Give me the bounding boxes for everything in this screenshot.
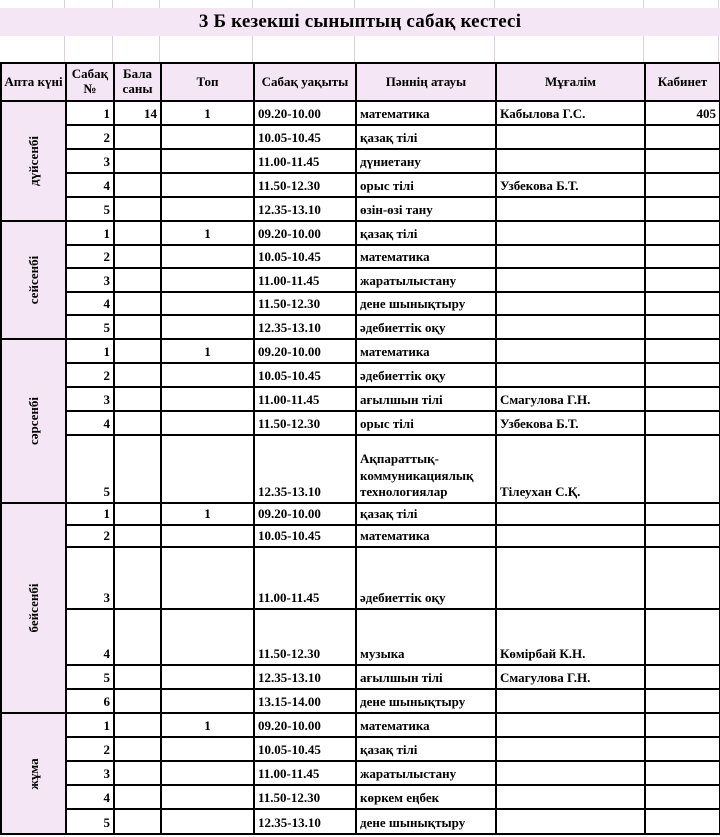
num-cell: 1 xyxy=(66,221,114,245)
num-cell: 2 xyxy=(66,363,114,387)
group-cell xyxy=(161,149,254,173)
room-cell xyxy=(645,315,720,339)
time-cell: 10.05-10.45 xyxy=(254,125,356,149)
header-row xyxy=(1,63,720,101)
num-cell: 3 xyxy=(66,547,114,609)
lesson-row xyxy=(1,387,720,411)
count-cell xyxy=(114,268,161,292)
num-cell: 1 xyxy=(66,339,114,363)
subject-cell: қазақ тілі xyxy=(356,125,496,149)
time-cell: 12.35-13.10 xyxy=(254,435,356,503)
group-cell xyxy=(161,315,254,339)
room-cell xyxy=(645,245,720,268)
day-cell-сәрсенбі xyxy=(1,339,66,503)
lesson-row xyxy=(1,547,720,609)
header-day: Апта күні xyxy=(1,63,66,101)
gridline-cell xyxy=(355,36,495,62)
time-cell: 12.35-13.10 xyxy=(254,197,356,221)
gridline-cell xyxy=(65,36,113,62)
teacher-cell xyxy=(496,339,645,363)
count-cell xyxy=(114,761,161,785)
header-teacher: Мұғалім xyxy=(496,63,645,101)
num-cell: 2 xyxy=(66,245,114,268)
teacher-cell xyxy=(496,809,645,834)
lesson-row xyxy=(1,689,720,713)
time-cell: 10.05-10.45 xyxy=(254,737,356,761)
count-cell xyxy=(114,292,161,315)
lesson-row xyxy=(1,125,720,149)
subject-cell: математика xyxy=(356,245,496,268)
lesson-row xyxy=(1,411,720,435)
group-cell: 1 xyxy=(161,503,254,525)
group-cell xyxy=(161,363,254,387)
num-cell: 1 xyxy=(66,503,114,525)
lesson-row xyxy=(1,149,720,173)
subject-cell: математика xyxy=(356,339,496,363)
lesson-row xyxy=(1,292,720,315)
subject-cell: ағылшын тілі xyxy=(356,665,496,689)
spreadsheet-gridline-strip-top xyxy=(0,0,720,8)
lesson-row xyxy=(1,785,720,809)
group-cell: 1 xyxy=(161,339,254,363)
subject-cell: дене шынықтыру xyxy=(356,292,496,315)
subject-cell: жаратылыстану xyxy=(356,268,496,292)
day-cell-жұма xyxy=(1,713,66,834)
subject-cell: дене шынықтыру xyxy=(356,689,496,713)
teacher-cell xyxy=(496,713,645,737)
num-cell: 4 xyxy=(66,292,114,315)
gridline-cell xyxy=(253,36,355,62)
subject-cell: қазақ тілі xyxy=(356,737,496,761)
teacher-cell xyxy=(496,737,645,761)
subject-cell: әдебиеттік оқу xyxy=(356,315,496,339)
day-cell-сейсенбі xyxy=(1,221,66,339)
day-label: бейсенбі xyxy=(25,583,41,633)
day-label: дүйсенбі xyxy=(25,136,41,186)
lesson-row xyxy=(1,268,720,292)
group-cell xyxy=(161,809,254,834)
group-cell: 1 xyxy=(161,221,254,245)
lesson-row xyxy=(1,525,720,547)
lesson-row xyxy=(1,101,720,125)
group-cell xyxy=(161,737,254,761)
count-cell xyxy=(114,525,161,547)
teacher-cell: Узбекова Б.Т. xyxy=(496,173,645,197)
time-cell: 10.05-10.45 xyxy=(254,245,356,268)
num-cell: 4 xyxy=(66,411,114,435)
subject-cell: көркем еңбек xyxy=(356,785,496,809)
num-cell: 2 xyxy=(66,737,114,761)
room-cell xyxy=(645,125,720,149)
count-cell xyxy=(114,809,161,834)
time-cell: 11.50-12.30 xyxy=(254,173,356,197)
num-cell: 5 xyxy=(66,435,114,503)
gridline-cell xyxy=(113,0,160,8)
num-cell: 5 xyxy=(66,197,114,221)
time-cell: 10.05-10.45 xyxy=(254,525,356,547)
subject-cell: математика xyxy=(356,525,496,547)
title-band xyxy=(0,8,720,36)
room-cell xyxy=(645,221,720,245)
subject-cell: қазақ тілі xyxy=(356,503,496,525)
header-group: Топ xyxy=(161,63,254,101)
teacher-cell xyxy=(496,221,645,245)
gridline-cell xyxy=(0,0,65,8)
num-cell: 3 xyxy=(66,268,114,292)
teacher-cell xyxy=(496,785,645,809)
num-cell: 3 xyxy=(66,149,114,173)
count-cell xyxy=(114,221,161,245)
group-cell: 1 xyxy=(161,101,254,125)
header-child-count: Бала саны xyxy=(114,63,161,101)
gridline-cell xyxy=(495,36,644,62)
teacher-cell xyxy=(496,525,645,547)
time-cell: 11.00-11.45 xyxy=(254,761,356,785)
num-cell: 1 xyxy=(66,713,114,737)
lesson-row xyxy=(1,339,720,363)
lesson-row xyxy=(1,503,720,525)
gridline-cell xyxy=(355,0,495,8)
count-cell xyxy=(114,411,161,435)
lesson-row xyxy=(1,665,720,689)
teacher-cell xyxy=(496,245,645,268)
room-cell xyxy=(645,665,720,689)
gridline-cell xyxy=(644,0,719,8)
count-cell xyxy=(114,435,161,503)
time-cell: 12.35-13.10 xyxy=(254,665,356,689)
room-cell xyxy=(645,809,720,834)
group-cell xyxy=(161,125,254,149)
time-cell: 09.20-10.00 xyxy=(254,503,356,525)
group-cell xyxy=(161,525,254,547)
subject-cell: ағылшын тілі xyxy=(356,387,496,411)
count-cell xyxy=(114,197,161,221)
day-label: жұма xyxy=(25,757,41,790)
count-cell xyxy=(114,173,161,197)
num-cell: 2 xyxy=(66,525,114,547)
subject-cell: өзін-өзі тану xyxy=(356,197,496,221)
teacher-cell xyxy=(496,292,645,315)
time-cell: 11.00-11.45 xyxy=(254,547,356,609)
day-cell-бейсенбі xyxy=(1,503,66,713)
time-cell: 11.50-12.30 xyxy=(254,785,356,809)
gridline-cell xyxy=(0,36,65,62)
room-cell xyxy=(645,435,720,503)
group-cell xyxy=(161,609,254,665)
count-cell xyxy=(114,245,161,268)
room-cell xyxy=(645,363,720,387)
room-cell xyxy=(645,268,720,292)
time-cell: 12.35-13.10 xyxy=(254,315,356,339)
lesson-row xyxy=(1,713,720,737)
room-cell xyxy=(645,197,720,221)
teacher-cell xyxy=(496,315,645,339)
room-cell xyxy=(645,292,720,315)
time-cell: 09.20-10.00 xyxy=(254,713,356,737)
group-cell xyxy=(161,411,254,435)
lesson-row xyxy=(1,245,720,268)
day-cell-дүйсенбі xyxy=(1,101,66,221)
gridline-cell xyxy=(495,0,644,8)
subject-cell: математика xyxy=(356,713,496,737)
group-cell xyxy=(161,761,254,785)
room-cell xyxy=(645,713,720,737)
group-cell xyxy=(161,435,254,503)
room-cell xyxy=(645,689,720,713)
timetable xyxy=(0,62,720,835)
time-cell: 12.35-13.10 xyxy=(254,809,356,834)
header-lesson-time: Сабақ уақыты xyxy=(254,63,356,101)
num-cell: 4 xyxy=(66,609,114,665)
subject-cell: дүниетану xyxy=(356,149,496,173)
header-lesson-number: Сабақ № xyxy=(66,63,114,101)
num-cell: 5 xyxy=(66,809,114,834)
room-cell xyxy=(645,173,720,197)
group-cell xyxy=(161,173,254,197)
day-label: сейсенбі xyxy=(25,255,41,305)
group-cell xyxy=(161,387,254,411)
teacher-cell xyxy=(496,268,645,292)
num-cell: 5 xyxy=(66,665,114,689)
count-cell xyxy=(114,387,161,411)
count-cell xyxy=(114,547,161,609)
page-title: 3 Б кезекші сыныптың сабақ кестесі xyxy=(198,11,522,32)
count-cell xyxy=(114,689,161,713)
gridline-cell xyxy=(160,0,253,8)
time-cell: 11.50-12.30 xyxy=(254,292,356,315)
subject-cell: орыс тілі xyxy=(356,411,496,435)
day-label: сәрсенбі xyxy=(25,396,41,446)
group-cell xyxy=(161,197,254,221)
teacher-cell xyxy=(496,363,645,387)
lesson-row xyxy=(1,737,720,761)
num-cell: 2 xyxy=(66,125,114,149)
subject-cell: әдебиеттік оқу xyxy=(356,363,496,387)
subject-cell: әдебиеттік оқу xyxy=(356,547,496,609)
num-cell: 6 xyxy=(66,689,114,713)
count-cell xyxy=(114,315,161,339)
subject-cell: Ақпараттық-коммуникациялық технологиялар xyxy=(356,435,496,503)
count-cell xyxy=(114,713,161,737)
count-cell xyxy=(114,503,161,525)
lesson-row xyxy=(1,609,720,665)
room-cell xyxy=(645,149,720,173)
gridline-cell xyxy=(253,0,355,8)
room-cell xyxy=(645,737,720,761)
lesson-row xyxy=(1,197,720,221)
time-cell: 09.20-10.00 xyxy=(254,221,356,245)
count-cell xyxy=(114,149,161,173)
num-cell: 3 xyxy=(66,387,114,411)
group-cell xyxy=(161,245,254,268)
count-cell xyxy=(114,609,161,665)
teacher-cell: Кабылова Г.С. xyxy=(496,101,645,125)
lesson-row xyxy=(1,363,720,387)
gridline-cell xyxy=(644,36,719,62)
group-cell xyxy=(161,785,254,809)
header-room: Кабинет xyxy=(645,63,720,101)
lesson-row xyxy=(1,315,720,339)
time-cell: 11.50-12.30 xyxy=(254,411,356,435)
header-subject-name: Пәннің атауы xyxy=(356,63,496,101)
teacher-cell xyxy=(496,547,645,609)
num-cell: 4 xyxy=(66,173,114,197)
gridline-cell xyxy=(113,36,160,62)
subject-cell: жаратылыстану xyxy=(356,761,496,785)
teacher-cell: Узбекова Б.Т. xyxy=(496,411,645,435)
teacher-cell xyxy=(496,503,645,525)
room-cell xyxy=(645,525,720,547)
lesson-row xyxy=(1,173,720,197)
room-cell xyxy=(645,503,720,525)
spreadsheet-gridline-strip-mid xyxy=(0,36,720,62)
num-cell: 1 xyxy=(66,101,114,125)
teacher-cell xyxy=(496,197,645,221)
room-cell xyxy=(645,339,720,363)
timetable-body xyxy=(1,101,720,834)
teacher-cell xyxy=(496,125,645,149)
time-cell: 11.00-11.45 xyxy=(254,149,356,173)
teacher-cell xyxy=(496,149,645,173)
subject-cell: орыс тілі xyxy=(356,173,496,197)
teacher-cell: Смагулова Г.Н. xyxy=(496,387,645,411)
count-cell xyxy=(114,125,161,149)
num-cell: 3 xyxy=(66,761,114,785)
teacher-cell xyxy=(496,761,645,785)
room-cell xyxy=(645,387,720,411)
room-cell xyxy=(645,761,720,785)
group-cell xyxy=(161,665,254,689)
room-cell: 405 xyxy=(645,101,720,125)
time-cell: 11.00-11.45 xyxy=(254,387,356,411)
lesson-row xyxy=(1,809,720,834)
subject-cell: дене шынықтыру xyxy=(356,809,496,834)
time-cell: 09.20-10.00 xyxy=(254,101,356,125)
num-cell: 4 xyxy=(66,785,114,809)
room-cell xyxy=(645,411,720,435)
group-cell xyxy=(161,268,254,292)
room-cell xyxy=(645,785,720,809)
count-cell xyxy=(114,737,161,761)
count-cell xyxy=(114,665,161,689)
lesson-row xyxy=(1,221,720,245)
room-cell xyxy=(645,547,720,609)
lesson-row xyxy=(1,435,720,503)
count-cell: 14 xyxy=(114,101,161,125)
subject-cell: қазақ тілі xyxy=(356,221,496,245)
teacher-cell xyxy=(496,689,645,713)
count-cell xyxy=(114,363,161,387)
gridline-cell xyxy=(65,0,113,8)
time-cell: 13.15-14.00 xyxy=(254,689,356,713)
teacher-cell: Смагулова Г.Н. xyxy=(496,665,645,689)
time-cell: 11.50-12.30 xyxy=(254,609,356,665)
time-cell: 10.05-10.45 xyxy=(254,363,356,387)
subject-cell: музыка xyxy=(356,609,496,665)
lesson-row xyxy=(1,761,720,785)
group-cell: 1 xyxy=(161,713,254,737)
room-cell xyxy=(645,609,720,665)
time-cell: 11.00-11.45 xyxy=(254,268,356,292)
count-cell xyxy=(114,339,161,363)
subject-cell: математика xyxy=(356,101,496,125)
time-cell: 09.20-10.00 xyxy=(254,339,356,363)
group-cell xyxy=(161,292,254,315)
gridline-cell xyxy=(160,36,253,62)
group-cell xyxy=(161,547,254,609)
num-cell: 5 xyxy=(66,315,114,339)
count-cell xyxy=(114,785,161,809)
teacher-cell: Көмірбай К.Н. xyxy=(496,609,645,665)
group-cell xyxy=(161,689,254,713)
teacher-cell: Тілеухан С.Қ. xyxy=(496,435,645,503)
